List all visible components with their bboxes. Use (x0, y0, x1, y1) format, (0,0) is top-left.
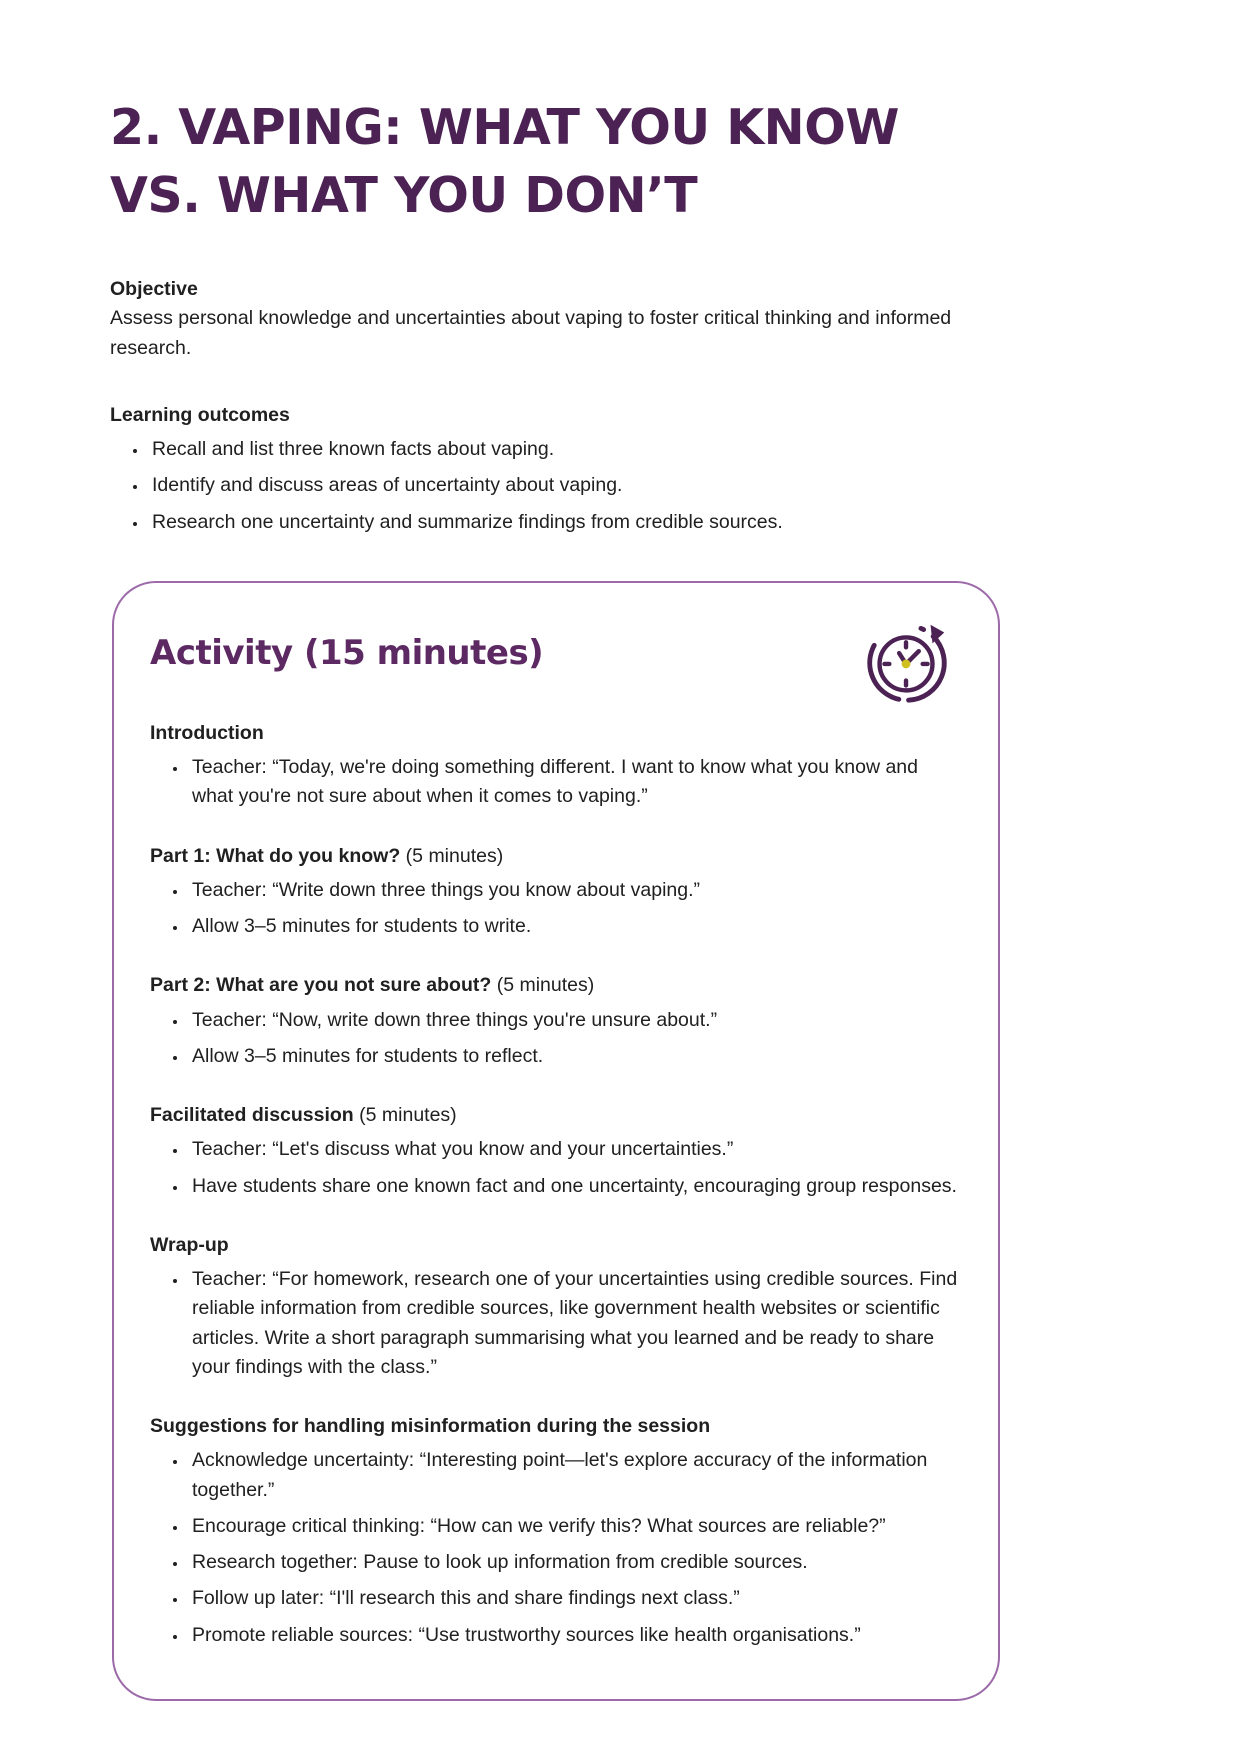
activity-section-facilitated-discussion (150, 1101, 958, 1201)
section-heading: Suggestions for handling misinformation during the session (150, 1415, 711, 1438)
page-title-line-2: VS. WHAT YOU DON’T (110, 166, 698, 224)
activity-box (112, 581, 1000, 1701)
section-heading: Introduction (150, 721, 264, 744)
bullet-item: • Have students share one known fact and one uncertainty, encouraging group responses. (188, 1172, 958, 1201)
section-heading: Wrap-up (150, 1233, 229, 1256)
bullet-item: • Follow up later: “I'll research this and share findings next class.” (188, 1584, 958, 1613)
section-bullets (150, 1446, 958, 1650)
bullet-item: • Teacher: “Let's discuss what you know and your uncertainties.” (188, 1135, 958, 1164)
bullet-item: • Promote reliable sources: “Use trustworthy sources like health organisations.” (188, 1621, 958, 1650)
section-heading: Facilitated discussion (5 minutes) (150, 1104, 457, 1127)
learning-outcomes-heading: Learning outcomes (110, 403, 290, 426)
page-title (110, 94, 1131, 229)
clock-refresh-icon (858, 611, 956, 709)
learning-outcomes-section (110, 401, 1131, 537)
activity-section-introduction (150, 719, 958, 812)
bullet-item: • Teacher: “Today, we're doing something different. I want to know what you know and what you're not sure about when it comes to vaping.” (188, 753, 958, 812)
section-bullets (150, 1135, 958, 1201)
bullet-item: • Teacher: “Now, write down three things you're unsure about.” (188, 1006, 958, 1035)
section-heading: Part 2: What are you not sure about? (5 minutes) (150, 974, 595, 997)
objective-body: Assess personal knowledge and uncertainties about vaping to foster critical thinking and informed research. (110, 307, 952, 359)
learning-outcomes-list (110, 435, 958, 537)
activity-section-part-2 (150, 971, 958, 1071)
activity-heading: Activity (15 minutes) (150, 632, 544, 673)
bullet-item: • Encourage critical thinking: “How can we verify this? What sources are reliable?” (188, 1512, 958, 1541)
bullet-item: • Teacher: “Write down three things you know about vaping.” (188, 876, 958, 905)
objective-section (110, 275, 1131, 363)
bullet-item: • Teacher: “For homework, research one of your uncertainties using credible sources. Find reliable information from credible sources, like government health websites or scientific articles. Write a short paragraph summarising what you learned and be ready to share your findings with the class.” (188, 1265, 958, 1382)
bullet-item: • Identify and discuss areas of uncertainty about vaping. (148, 471, 958, 500)
bullet-item: • Research one uncertainty and summarize findings from credible sources. (148, 508, 958, 537)
section-bullets (150, 1006, 958, 1072)
section-heading: Part 1: What do you know? (5 minutes) (150, 844, 504, 867)
bullet-item: • Acknowledge uncertainty: “Interesting point—let's explore accuracy of the information together.” (188, 1446, 958, 1505)
activity-section-misinformation-suggestions (150, 1412, 958, 1650)
objective-heading: Objective (110, 278, 198, 301)
bullet-item: • Allow 3–5 minutes for students to write. (188, 912, 958, 941)
activity-section-part-1 (150, 842, 958, 942)
bullet-item: • Recall and list three known facts about vaping. (148, 435, 958, 464)
bullet-item: • Allow 3–5 minutes for students to reflect. (188, 1042, 958, 1071)
section-bullets (150, 876, 958, 942)
page-title-line-1: 2. VAPING: WHAT YOU KNOW (110, 99, 899, 156)
activity-header (150, 613, 958, 709)
section-bullets (150, 753, 958, 812)
activity-section-wrap-up (150, 1231, 958, 1382)
bullet-item: • Research together: Pause to look up information from credible sources. (188, 1548, 958, 1577)
section-bullets (150, 1265, 958, 1382)
